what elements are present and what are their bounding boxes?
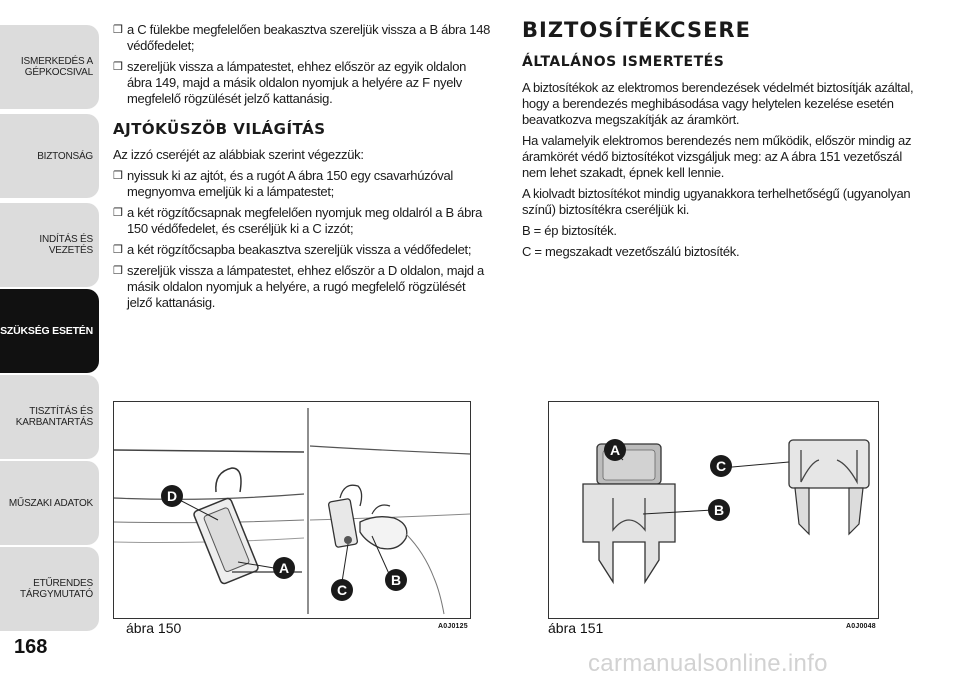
callout-c [710,455,732,477]
list-item [113,22,493,54]
tab-label-line: SZÜKSÉG ESETÉN [0,324,93,337]
bullet-mark: ❒ [113,24,123,36]
intro-text: Az izzó cseréjét az alábbiak szerint végezzük: [113,147,364,162]
paragraph: A kiolvadt biztosítékot mindig ugyanakkora terhelhetőségű (ugyanolyan színű) biztosítékra cseréljük ki. [522,186,911,217]
svg-text:A: A [609,442,621,458]
figure-code: A0J0125 [438,623,468,630]
svg-text:C: C [336,582,348,598]
section-subheading: ÁLTALÁNOS ISMERTETÉS [522,54,725,70]
tab-szukseg-eseten[interactable] [0,289,99,373]
list-item-text: szereljük vissza a lámpatestet, ehhez először a D oldalon, majd a másik oldalon nyomjuk a helyére, a rugó megfelelő rögzülését jelző kattanásig. [127,263,484,310]
callout-a [273,557,295,579]
list-item-text: szereljük vissza a lámpatestet, ehhez először az egyik oldalon ábra 149, majd a másik oldalon nyomjuk a helyére az F nyelv megfelelő rögzülését jelző kattanásig. [127,59,467,106]
list-item [113,242,493,258]
tab-label-line: MŰSZAKI ADATOK [8,497,93,509]
bullet-mark: ❒ [113,207,123,219]
tab-targymutato[interactable] [0,547,99,631]
bullet-mark: ❒ [113,265,123,277]
list-item [113,168,493,200]
door-sill-light-illustration [114,402,470,618]
callout-d [161,485,183,507]
tab-label-line: GÉPKOCSIVAL [24,67,93,78]
callout-b [385,569,407,591]
bullet-mark: ❒ [113,170,123,182]
list-item [113,59,493,107]
list-item-text: nyissuk ki az ajtót, és a rugót A ábra 150 egy csavarhúzóval megnyomva emeljük ki a lámpatestet; [127,168,453,199]
callout-c [331,579,353,601]
page-number: 168 [14,636,48,658]
tab-muszaki-adatok[interactable] [0,461,99,545]
list-item-text: a két rögzítőcsapnak megfelelően nyomjuk meg oldalról a B ábra 150 védőfedelet, és cseréljük ki a C izzót; [127,205,482,236]
paragraph: C = megszakadt vezetőszálú biztosíték. [522,244,740,259]
left-column [113,22,493,316]
tab-inditas[interactable] [0,203,99,287]
page-title: BIZTOSÍTÉKCSERE [522,18,751,42]
tab-label-line: ETŰRENDES [33,578,93,589]
tab-label-line: TÁRGYMUTATÓ [20,589,93,600]
fuse-illustration [549,402,878,618]
tab-label-line: ISMERKEDÉS A [20,56,93,67]
callout-a [604,439,626,461]
paragraph: A biztosítékok az elektromos berendezések védelmét biztosítják azáltal, hogy a berendezés meghibásodása vagy helytelen kezelése esetén beavatkozva megszakítják az áramkört. [522,80,914,127]
tab-biztonsag[interactable] [0,114,99,198]
list-item-text: a C fülekbe megfelelően beakasztva szereljük vissza a B ábra 148 védőfedelet; [127,22,491,53]
figure-code: A0J0048 [846,623,876,630]
figure-151 [548,401,879,619]
tab-ismerkedes[interactable] [0,25,99,109]
svg-text:B: B [713,502,725,518]
svg-text:D: D [166,488,178,504]
tab-label-line: INDÍTÁS ÉS VEZETÉS [39,234,93,256]
paragraph: B = ép biztosíték. [522,223,617,238]
list-item [113,205,493,237]
bullet-mark: ❒ [113,244,123,256]
svg-text:A: A [278,560,290,576]
list-item [113,263,493,311]
tab-tisztitas[interactable] [0,375,99,459]
section-heading: AJTÓKÜSZÖB VILÁGÍTÁS [113,120,326,138]
tab-label-line: BIZTONSÁG [37,150,93,162]
watermark: carmanualsonline.info [588,650,828,677]
figure-caption: ábra 150 [126,620,182,636]
figure-caption: ábra 151 [548,620,604,636]
bullet-mark: ❒ [113,61,123,73]
svg-text:B: B [390,572,402,588]
tab-label-line: KARBANTARTÁS [15,417,93,428]
tab-label-line: TISZTÍTÁS ÉS [29,406,93,417]
paragraph: Ha valamelyik elektromos berendezés nem működik, először mindig az áramkörét védő biztosítékot vizsgáljuk meg: az A ábra 151 vezetőszál nem lehet szakadt, épnek kell lennie. [522,133,912,180]
blown-fuse [789,440,869,534]
callout-b [708,499,730,521]
figure-150 [113,401,471,619]
list-item-text: a két rögzítőcsapba beakasztva szereljük vissza a védőfedelet; [127,242,472,257]
svg-text:C: C [715,458,727,474]
right-column [522,18,922,265]
